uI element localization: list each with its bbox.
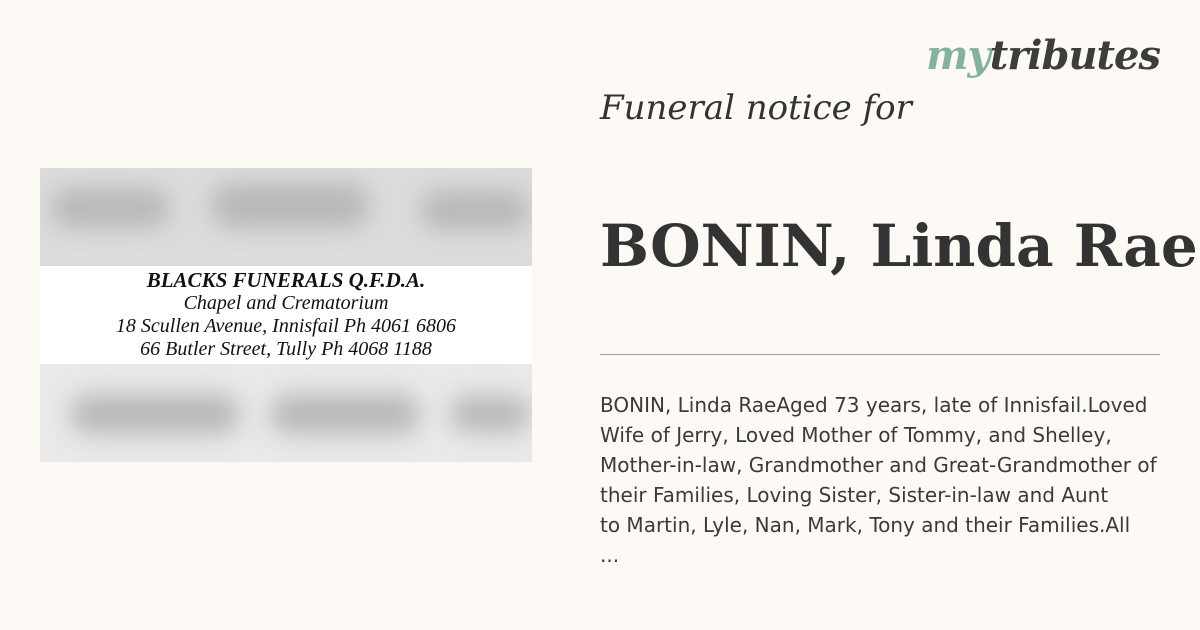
blurred-image-top — [40, 168, 532, 266]
divider — [600, 354, 1160, 355]
funeral-director-line-2: 18 Scullen Avenue, Innisfail Ph 4061 6806 — [115, 315, 457, 337]
deceased-name: BONIN, Linda Rae — [600, 212, 1198, 280]
funeral-director-card — [40, 266, 532, 364]
funeral-director-line-1: Chapel and Crematorium — [183, 292, 389, 314]
logo-part-my: my — [926, 32, 990, 79]
notice-line: Mother-in-law, Grandmother and Great-Grandmother of — [600, 453, 1157, 477]
funeral-director-line-3: 66 Butler Street, Tully Ph 4068 1188 — [140, 338, 432, 360]
notice-line: to Martin, Lyle, Nan, Mark, Tony and their Families.All — [600, 513, 1131, 537]
funeral-director-notice-image — [40, 168, 532, 462]
page-heading: Funeral notice for — [600, 88, 912, 128]
funeral-director-name: BLACKS FUNERALS Q.F.D.A. — [146, 268, 426, 292]
logo-part-tributes: tributes — [989, 32, 1160, 79]
notice-ellipsis[interactable]: ... — [600, 543, 620, 567]
notice-text — [600, 390, 1180, 570]
notice-line: their Families, Loving Sister, Sister-in-law and Aunt — [600, 483, 1109, 507]
notice-line: BONIN, Linda RaeAged 73 years, late of Innisfail.Loved — [600, 393, 1148, 417]
mytributes-logo[interactable] — [926, 32, 1160, 79]
notice-line: Wife of Jerry, Loved Mother of Tommy, and Shelley, — [600, 423, 1112, 447]
blurred-image-bottom — [40, 364, 532, 462]
